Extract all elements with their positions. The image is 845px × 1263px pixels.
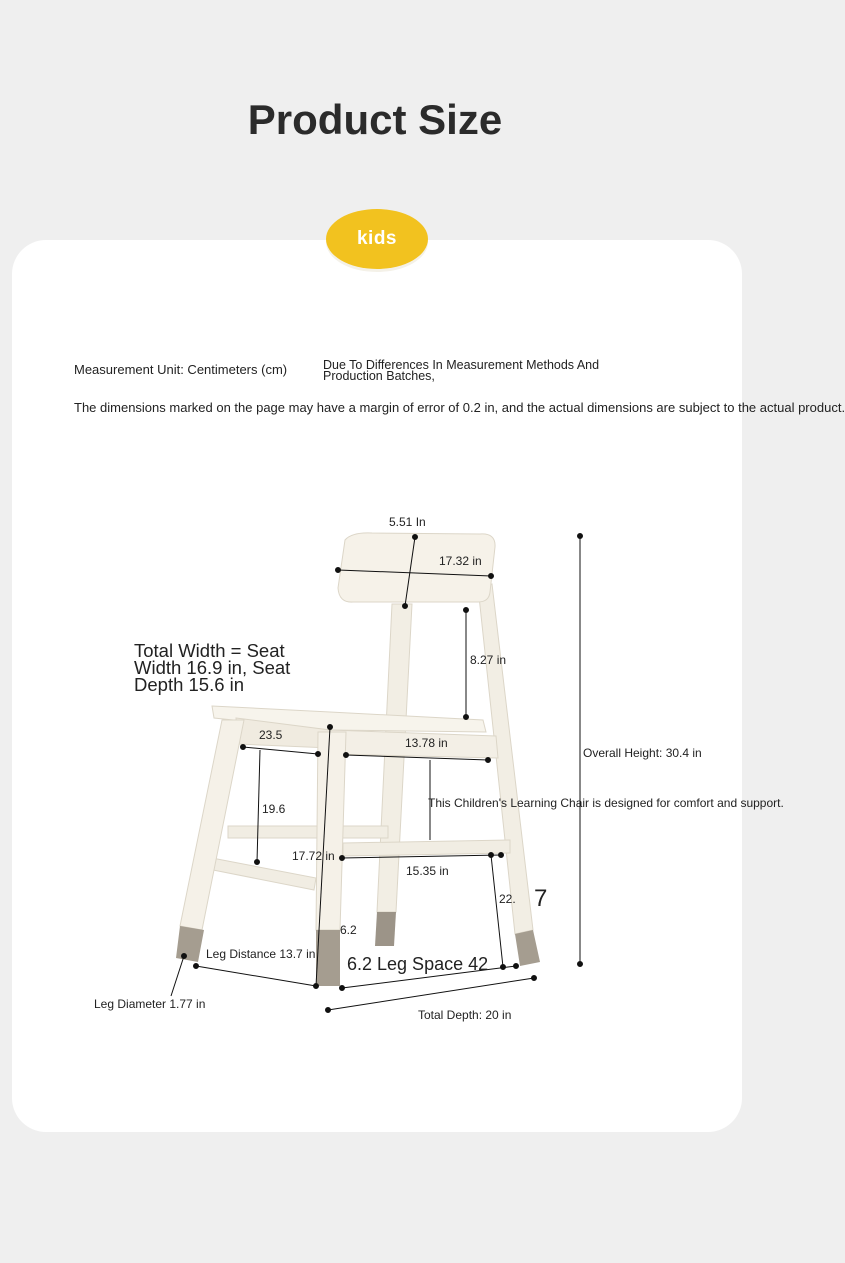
difference-note: Due To Differences In Measurement Methods And Production Batches, — [323, 358, 600, 383]
description-clip — [428, 795, 784, 813]
label-overall-height: Overall Height: 30.4 in — [583, 746, 702, 760]
label-backrest-height: 5.51 In — [389, 515, 426, 529]
label-front-foot: 6.2 — [340, 923, 357, 937]
seat-front-line — [243, 747, 318, 754]
label-seat-front: 23.5 — [259, 728, 283, 742]
margin-note: The dimensions marked on the page may have a margin of error of 0.2 in, and the actual dimensions are subject to the actual product. — [74, 400, 845, 415]
label-seat-to-rung: 19.6 — [262, 802, 286, 816]
foot-back-right — [515, 930, 540, 966]
label-side-rung: 15.35 in — [406, 864, 449, 878]
label-backrest-width: 17.32 in — [439, 554, 482, 568]
front-rung — [343, 840, 510, 856]
label-leg-diameter: Leg Diameter 1.77 in — [94, 997, 206, 1011]
foot-front-left — [176, 926, 204, 962]
label-back-rung: 22. — [499, 892, 516, 906]
page-title: Product Size — [247, 96, 503, 143]
foot-back-left — [375, 912, 396, 946]
label-total-depth: Total Depth: 20 in — [418, 1008, 512, 1022]
unit-note: Measurement Unit: Centimeters (cm) — [74, 362, 288, 377]
kids-badge: kids — [326, 209, 428, 269]
foot-front-right — [316, 930, 340, 986]
leg-distance-line — [196, 966, 316, 986]
label-seat-backrest: 8.27 in — [470, 653, 507, 667]
total-depth-line — [328, 978, 534, 1010]
label-seat-side: 13.78 in — [405, 736, 448, 750]
label-seat-height: 17.72 in — [292, 849, 335, 863]
label-description: This Children's Learning Chair is designed for comfort and support. — [428, 796, 784, 810]
label-leg-distance: Leg Distance 13.7 in — [206, 947, 316, 961]
front-left-leg — [180, 720, 244, 930]
back-rung — [228, 826, 388, 838]
leg-diameter-line — [171, 956, 184, 996]
seat-rung-line — [257, 750, 260, 862]
label-total-width: Total Width = Seat Width 16.9 in, Seat Depth 15.6 in — [134, 640, 291, 695]
back-rung-height-line — [491, 855, 503, 967]
label-back-rung-suffix: 7 — [534, 885, 548, 912]
label-leg-space: 6.2 Leg Space 42 — [347, 954, 489, 974]
